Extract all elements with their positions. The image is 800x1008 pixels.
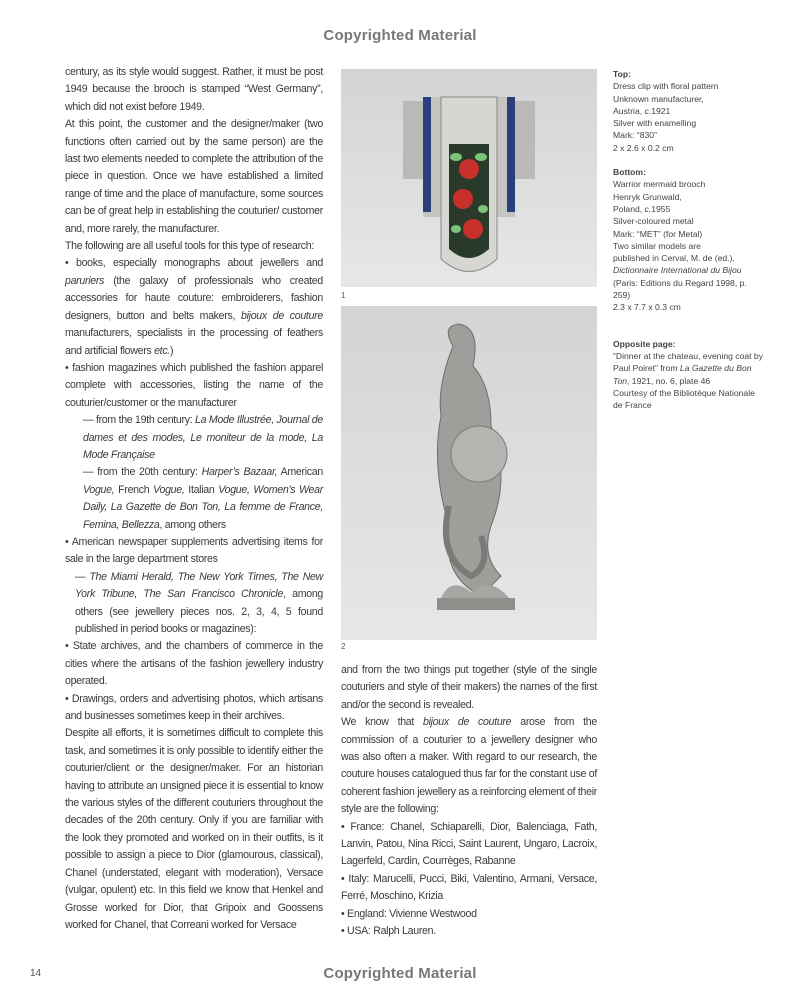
sub-bullet-19th: — from the 19th century: La Mode Illustrée, Journal de dames et des modes, Le moniteur de la mode, La Mode Française <box>83 414 323 461</box>
caption-line: Unknown manufacturer, <box>613 93 704 104</box>
bullet-newspapers: • American newspaper supplements advertising items for sale in the large department stores <box>65 535 323 566</box>
captions <box>613 68 763 411</box>
bullet-books: • books, especially monographs about jewellers and paruriers (the galaxy of professionals who created accessories for haute couture: embroiderers, fashion designers, button and belts makers, bijoux de couture manufacturers, specialists in the processing of feathers and artificial flowers etc.) <box>65 257 323 357</box>
paragraph: At this point, the customer and the designer/maker (two functions often carried out by the same person) are the last two elements needed to complete the attribution of the piece in question. Once we have established a limited range of time and the place of manufacture, some sources can be of great help in establishing the couturier/ customer and, more rarely, the manufacturer. <box>65 118 323 235</box>
caption-line: 2.3 x 7.7 x 0.3 cm <box>613 302 681 313</box>
paragraph: We know that bijoux de couture arose from the commission of a couturier to a jewellery designer who was also often a maker. With regard to our research, the couture houses catalogued thus far for the constant use of coherent fashion jewellery as a reinforcing element of their style are the following: <box>341 716 597 816</box>
figure-label-2: 2 <box>341 642 346 651</box>
copyright-watermark-bottom: Copyrighted Material <box>323 965 477 982</box>
caption-line: Mark: “MET” (for Metal) <box>613 228 703 239</box>
mermaid-brooch-image <box>341 306 597 640</box>
caption-line: published in Cerval, M. de (ed.), <box>613 253 735 264</box>
caption-line: Dress clip with floral pattern <box>613 81 719 92</box>
caption-line: Silver-coloured metal <box>613 216 694 227</box>
figure-label-1: 1 <box>341 291 346 300</box>
page-number: 14 <box>30 968 42 979</box>
list-item-england: • England: Vivienne Westwood <box>341 907 477 920</box>
copyright-watermark-top: Copyrighted Material <box>323 27 477 44</box>
photo-dress-clip <box>341 69 597 287</box>
caption-top-heading: Top: <box>613 69 631 79</box>
caption-line: Warrior mermaid brooch <box>613 179 706 190</box>
paragraph: The following are all useful tools for this type of research: <box>65 240 315 253</box>
paragraph: century, as its style would suggest. Rather, it must be post 1949 because the brooch is stamped “West Germany”, which did not exist before 1949. <box>65 66 323 113</box>
bullet-drawings: • Drawings, orders and advertising photos, which artisans and businesses sometimes keep in their archives. <box>65 692 323 723</box>
caption-line: Henryk Grunwald, <box>613 191 682 202</box>
caption-bottom-heading: Bottom: <box>613 167 646 178</box>
paragraph: and from the two things put together (style of the single couturiers and style of their makers) the names of the first and/or the second is revealed. <box>341 664 597 711</box>
photo-mermaid-brooch <box>341 306 597 640</box>
dress-clip-image <box>341 69 597 287</box>
list-item-france: • France: Chanel, Schiaparelli, Dior, Balenciaga, Fath, Lanvin, Patou, Nina Ricci, Saint Laurent, Ungaro, Lacroix, Lagerfeld, Cardin, Courrèges, Rabanne <box>341 820 597 868</box>
caption-line: Two similar models are <box>613 240 701 251</box>
caption-line: Austria, c.1921 <box>613 105 671 116</box>
caption-line: Silver with enamelling <box>613 118 697 129</box>
caption-line: Courtesy of the Bibliotéque Nationale de France <box>613 387 755 411</box>
caption-opposite-heading: Opposite page: <box>613 338 676 349</box>
left-text-column <box>65 64 323 934</box>
sub-bullet-20th: — from the 20th century: Harper’s Bazaar, American Vogue, French Vogue, Italian Vogue, Women’s Wear Daily, La Gazette de Bon Ton, La femme de France, Femina, Bellezza, among others <box>83 466 323 531</box>
caption-line: “Dinner at the chateau, evening coat by Paul Poiret” from La Gazette du Bon Ton, 1921, no. 6, plate 46 <box>613 350 764 386</box>
sub-bullet-newspapers: — The Miami Herald, The New York Times, The New York Tribune, The San Francisco Chronicle, among others (see jewellery pieces nos. 2, 3, 4, 5 found published in period books or magazines): <box>75 570 323 635</box>
list-item-usa: • USA: Ralph Lauren. <box>341 925 436 938</box>
caption-line: 2 x 2.6 x 0.2 cm <box>613 142 674 153</box>
caption-line: Dictionnaire International du Bijou (Paris: Editions du Regard 1998, p. 259) <box>613 265 747 301</box>
list-item-italy: • Italy: Marucelli, Pucci, Biki, Valentino, Armani, Versace, Ferré, Moschino, Krizia <box>341 872 597 903</box>
caption-line: Poland, c.1955 <box>613 203 671 214</box>
bullet-archives: • State archives, and the chambers of commerce in the cities where the artisans of the fashion jewellery industry operated. <box>65 640 323 688</box>
paragraph: Despite all efforts, it is sometimes difficult to complete this task, and sometimes it is only possible to identify either the couturier/client or the designer/maker. For an historian having to attribute an unsigned piece it is essential to know the various styles of the different couturiers throughout the decades of the 20th century. Only if you are familiar with the look they promoted and worked on in their outfits, is it possible to assign a piece to Dior (glamourous, classical), Chanel (understated, elegant with moderation), Versace (vulgar, opulent) etc. In this field we know that Henkel and Grosse worked for Dior, that Gripoix and Goossens worked for Chanel, that Correani worked for Versace <box>65 727 323 931</box>
middle-text-column <box>341 662 597 941</box>
caption-line: Mark: “830” <box>613 130 657 141</box>
bullet-magazines: • fashion magazines which published the fashion apparel complete with accessories, listing the name of the couturier/customer or the manufacturer <box>65 361 323 409</box>
